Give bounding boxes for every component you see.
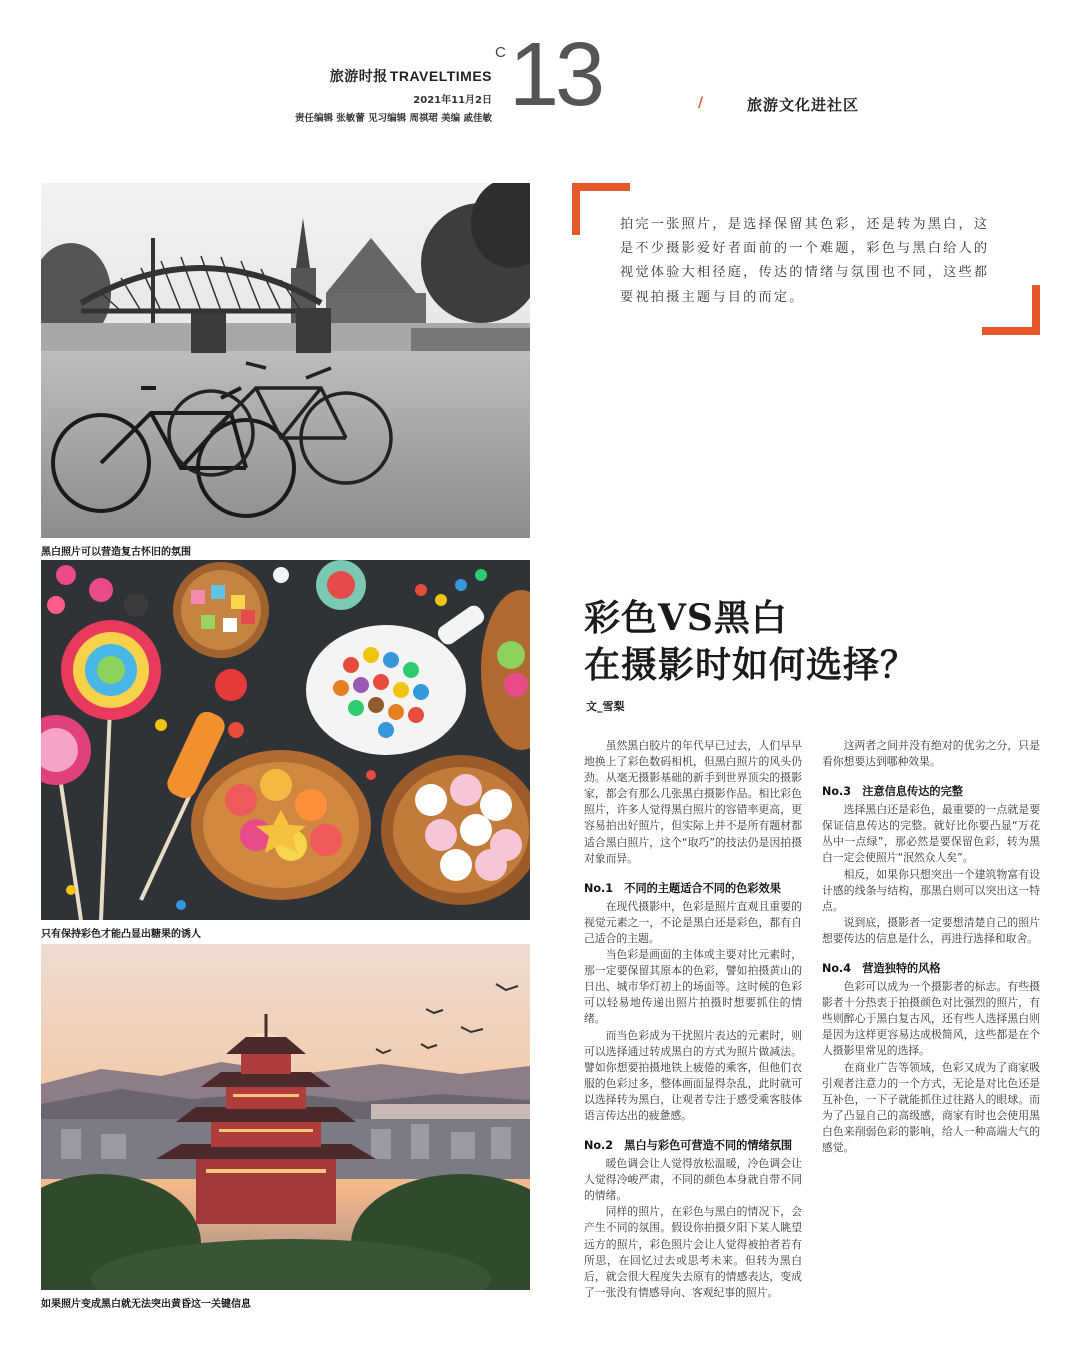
issue-date: 2021年11月2日 (413, 95, 492, 106)
slash-ornament: / (698, 95, 704, 111)
body-paragraph: 选择黑白还是彩色，最重要的一点就是要保证信息传达的完整。就好比你要凸显“万花丛中一点绿”，那必然是要保留色彩，转为黑白一定会使照片“泯然众人矣”。 (822, 803, 1040, 865)
body-paragraph: 说到底，摄影者一定要想清楚自己的照片想要传达的信息是什么，再进行选择和取舍。 (822, 915, 1040, 945)
body-paragraph: 当色彩是画面的主体或主要对比元素时，那一定要保留其原本的色彩，譬如拍摄黄山的日出、城市华灯初上的场面等。这时候的色彩可以轻易地传递出照片拍摄时想要抓住的情绪。 (584, 948, 802, 1026)
photo-caption: 黑白照片可以营造复古怀旧的氛围 (41, 547, 191, 558)
photo-caption: 如果照片变成黑白就无法突出黄昏这一关键信息 (41, 1299, 251, 1310)
body-paragraph: 在现代摄影中，色彩是照片直观且重要的视觉元素之一，不论是黑白还是彩色，都有自己适合的主题。 (584, 899, 802, 945)
intro-paragraph: 虽然黑白胶片的年代早已过去，人们早早地换上了彩色数码相机，但黑白照片的风头仍劲。从毫无摄影基础的新手到世界顶尖的摄影家，都会有那么几张黑白摄影作品。相比彩色照片，许多人觉得黑白照片的容错率更高，更容易拍出好照片，但实际上并不是所有题材都适合黑白照片，这个“取巧”的技法仍是因拍摄对象而异。 (584, 739, 802, 865)
body-paragraph: 同样的照片，在彩色与黑白的情况下，会产生不同的氛围。假设你拍摄夕阳下某人眺望远方的照片，彩色照片会让人觉得被拍者若有所思，在回忆过去或思考未来。但转为黑白后，就会很大程度失去原有的情感表达，变成了一张没有情感导向、客观纪事的照片。 (584, 1205, 802, 1299)
photo-bicycles-bw (41, 183, 530, 538)
photo-pagoda-sunset (41, 944, 530, 1290)
editors-line: 责任编辑 张敏蕾 见习编辑 周祺珺 美编 戚佳敏 (294, 113, 492, 124)
column-name: 旅游文化进社区 (747, 96, 860, 114)
article-title-line2: 在摄影时如何选择？ (584, 644, 918, 686)
article-title-line1: 彩色VS黑白 (584, 597, 788, 639)
body-paragraph: 在商业广告等领域，色彩又成为了商家吸引观者注意力的一个方式，无论是对比色还是互补色，一下子就能抓住过往路人的眼球。而为了凸显自己的高级感，商家有时也会使用黑白色来削弱色彩的影响，给人一种高端大气的感觉。 (822, 1060, 1040, 1154)
photo-caption: 只有保持彩色才能凸显出糖果的诱人 (41, 929, 201, 940)
body-paragraph: 暖色调会让人觉得放松温暖，冷色调会让人觉得冷峻严肃，不同的颜色本身就自带不同的情绪。 (584, 1157, 802, 1203)
pull-quote: 拍完一张照片，是选择保留其色彩，还是转为黑白，这是不少摄影爱好者面前的一个难题，彩色与黑白给人的视觉体验大相径庭，传达的情绪与氛围也不同，这些都要视拍摄主题与目的而定。 (620, 217, 990, 305)
body-paragraph: 相反，如果你只想突出一个建筑物富有设计感的线条与结构，那黑白则可以突出这一特点。 (822, 867, 1040, 913)
article-column-1 (584, 738, 802, 1301)
article-column-2 (822, 738, 1040, 1156)
byline: 文_雪梨 (586, 700, 625, 713)
body-paragraph: 而当色彩成为干扰照片表达的元素时，则可以选择通过转成黑白的方式为照片做减法。譬如你想要拍摄地铁上疲倦的乘客，但他们衣服的色彩过多，整体画面显得杂乱，此时就可以选择转为黑白，让观者专注于感受乘客肢体语言传达出的疲惫感。 (584, 1028, 802, 1122)
photo-candies (41, 560, 530, 920)
paper-name: 旅游时报 TRAVELTIMES (329, 68, 492, 85)
section-heading: No.4 营造独特的风格 (822, 962, 941, 976)
body-paragraph: 这两者之间并没有绝对的优劣之分，只是看你想要达到哪种效果。 (822, 739, 1040, 769)
section-heading: No.2 黑白与彩色可营造不同的情绪氛围 (584, 1139, 793, 1153)
article-title (584, 595, 917, 689)
section-heading: No.3 注意信息传达的完整 (822, 785, 963, 799)
quote-bracket-close (980, 283, 1042, 338)
body-paragraph: 色彩可以成为一个摄影者的标志。有些摄影者十分热衷于拍摄颜色对比强烈的照片，有些则醉心于黑白复古风，还有些人选择黑白则是因为这样更容易达成极简风，这些都是在个人摄影里常见的选择。 (822, 980, 1040, 1058)
masthead-brand (295, 66, 492, 124)
page-number: 13 (509, 25, 602, 125)
section-heading: No.1 不同的主题适合不同的色彩效果 (584, 881, 781, 895)
section-letter: C (495, 44, 506, 61)
